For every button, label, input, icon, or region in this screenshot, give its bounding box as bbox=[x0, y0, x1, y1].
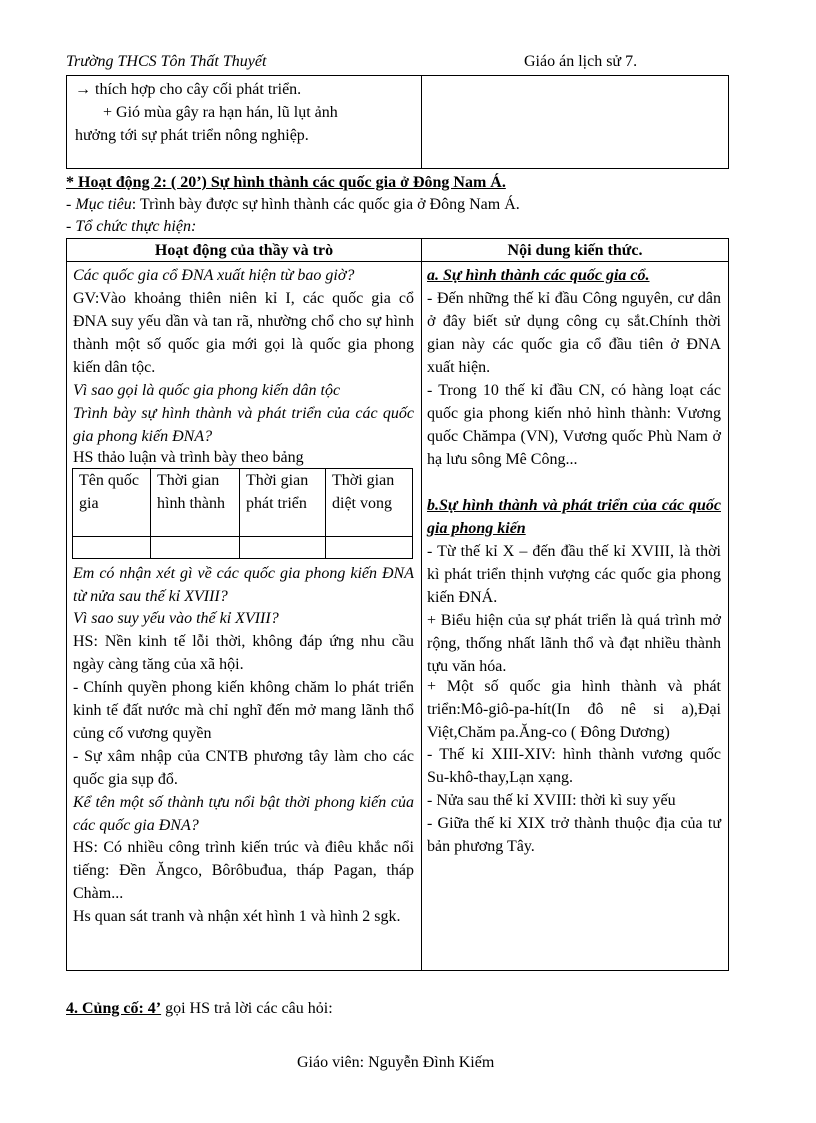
objective-label: - Mục tiêu bbox=[66, 196, 132, 213]
question-4: Em có nhận xét gì về các quốc gia phong kiến ĐNA từ nửa sau thế kỉ XVIII? bbox=[73, 565, 414, 605]
teacher-answer: GV:Vào khoảng thiên niên kỉ I, các quốc gia cổ ĐNA suy yếu dần và tan rã, nhường chổ cho sự hình thành một số quốc gia mới gọi là quốc gia phong kiến dân tộc. bbox=[73, 290, 414, 376]
inner-table bbox=[72, 468, 413, 559]
section-b-para-2: + Biểu hiện của sự phát triển là quá trình mở rộng, thống nhất lãnh thổ và đạt nhiều thành tựu văn hóa. bbox=[427, 612, 721, 675]
section-b-para-6: - Giữa thế kỉ XIX trở thành thuộc địa của tư bản phương Tây. bbox=[427, 815, 721, 855]
top-table-right-cell bbox=[421, 75, 729, 169]
top-line-1: → thích hợp cho cây cối phát triển. bbox=[75, 81, 302, 98]
reason-1: - Chính quyền phong kiến không chăm lo phát triển kinh tế đất nước mà chỉ nghĩ đến mở mang lãnh thổ củng cố vương quyền bbox=[73, 679, 414, 742]
student-discussion: HS thảo luận và trình bày theo bảng bbox=[73, 449, 304, 466]
section-a-title: a. Sự hình thành các quốc gia cổ. bbox=[427, 267, 650, 284]
top-line-2: + Gió mùa gây ra hạn hán, lũ lụt ảnh bbox=[103, 104, 338, 121]
student-answer-3: HS: Có nhiều công trình kiến trúc và điêu khắc nổi tiếng: Đền Ăngco, Bôrôbuđua, tháp Pagan, tháp Chàm... bbox=[73, 839, 414, 902]
inner-header-developed: Thời gian phát triển bbox=[240, 469, 326, 537]
section-a-para-1: - Đến những thế kỉ đầu Công nguyên, cư dân ở đây biết sử dụng công cụ sắt.Chính thời gian này các quốc gia cổ đầu tiên ở ĐNA xuất hiện. bbox=[427, 290, 721, 376]
consolidation-label: 4. Củng cố: 4’ bbox=[66, 1000, 162, 1017]
header-doc-title: Giáo án lịch sử 7. bbox=[524, 53, 638, 70]
reason-2: - Sự xâm nhập của CNTB phương tây làm cho các quốc gia sụp đổ. bbox=[73, 748, 414, 788]
section-b-title: b.Sự hình thành và phát triển của các quốc gia phong kiến bbox=[427, 497, 721, 537]
inner-empty-cell bbox=[73, 537, 151, 559]
inner-header-collapsed: Thời gian diệt vong bbox=[326, 469, 413, 537]
question-6: Kể tên một số thành tựu nổi bật thời phong kiến của các quốc gia ĐNA? bbox=[73, 794, 414, 834]
student-answer-2: HS: Nền kinh tế lỗi thời, không đáp ứng nhu cầu ngày càng tăng của xã hội. bbox=[73, 633, 414, 673]
teacher-signature: Giáo viên: Nguyễn Đình Kiếm bbox=[297, 1054, 495, 1071]
section-b-para-4: - Thế kỉ XIII-XIV: hình thành vương quốc Su-khô-thay,Lạn xạng. bbox=[427, 746, 721, 786]
header-school: Trường THCS Tôn Thất Thuyết bbox=[66, 53, 267, 70]
question-2: Vì sao gọi là quốc gia phong kiến dân tộc bbox=[73, 382, 341, 399]
section-b-para-1: - Từ thế kỉ X – đến đầu thế kỉ XVIII, là thời kì phát triển thịnh vượng các quốc gia phong kiến ĐNÁ. bbox=[427, 543, 721, 606]
section-a-para-2: - Trong 10 thế kỉ đầu CN, có hàng loạt các quốc gia phong kiến nhỏ hình thành: Vương quốc Chămpa (VN), Vương quốc Phù Nam ở hạ lưu sông Mê Công... bbox=[427, 382, 721, 468]
inner-header-formed: Thời gian hình thành bbox=[151, 469, 240, 537]
inner-empty-cell bbox=[151, 537, 240, 559]
question-1: Các quốc gia cổ ĐNA xuất hiện từ bao giờ? bbox=[73, 267, 355, 284]
activity-title: * Hoạt động 2: ( 20’) Sự hình thành các quốc gia ở Đông Nam Á. bbox=[66, 174, 506, 191]
student-observation: Hs quan sát tranh và nhận xét hình 1 và hình 2 sgk. bbox=[73, 908, 401, 925]
question-5: Vì sao suy yếu vào thế kỉ XVIII? bbox=[73, 610, 279, 627]
activity-organization: - Tổ chức thực hiện: bbox=[66, 218, 197, 235]
section-b-para-5: - Nửa sau thế kỉ XVIII: thời kì suy yếu bbox=[427, 792, 676, 809]
question-3: Trình bày sự hình thành và phát triển của các quốc gia phong kiến ĐNA? bbox=[73, 405, 414, 445]
section-b-para-3: + Một số quốc gia hình thành và phát triển:Mô-giô-pa-hít(In đô nê si a),Đại Việt,Chăm pa.Ăng-co ( Đông Dương) bbox=[427, 678, 721, 741]
inner-header-name: Tên quốc gia bbox=[73, 469, 151, 537]
col2-header: Nội dung kiến thức. bbox=[507, 242, 643, 259]
top-line-3: hưởng tới sự phát triển nông nghiệp. bbox=[75, 127, 309, 144]
inner-empty-cell bbox=[240, 537, 326, 559]
consolidation-text: gọi HS trả lời các câu hỏi: bbox=[161, 1000, 333, 1017]
consolidation bbox=[66, 997, 333, 1020]
objective-text: : Trình bày được sự hình thành các quốc gia ở Đông Nam Á. bbox=[131, 196, 520, 213]
inner-empty-cell bbox=[326, 537, 413, 559]
col1-header: Hoạt động của thầy và trò bbox=[154, 242, 334, 259]
activity-objective bbox=[66, 193, 520, 216]
